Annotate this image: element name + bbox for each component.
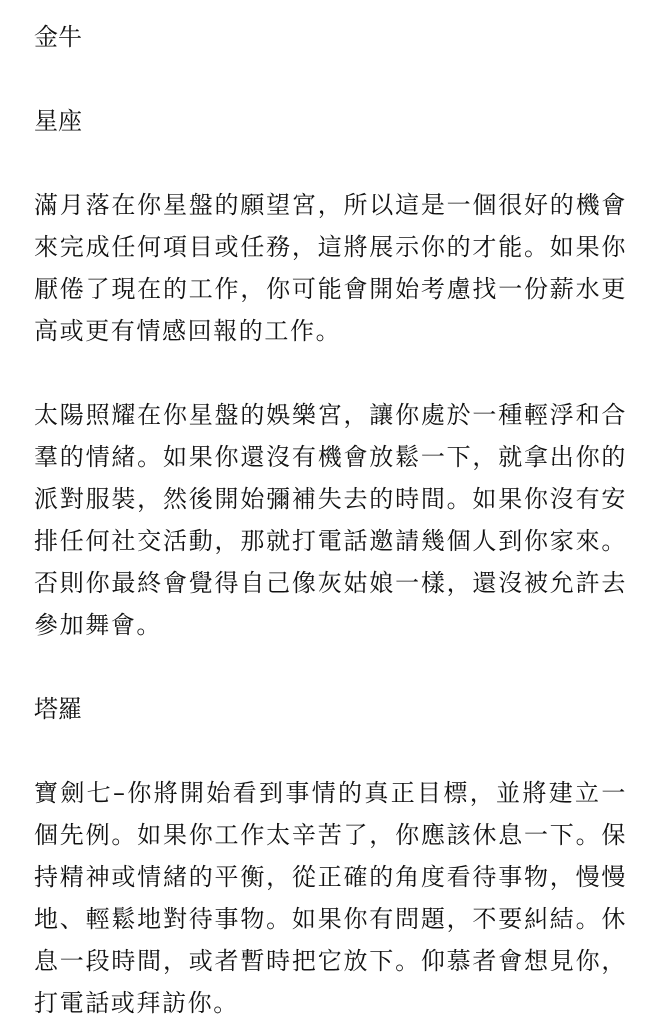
spacer [34,142,627,184]
horoscope-section-heading: 星座 [34,107,82,135]
spacer [34,58,627,100]
horoscope-paragraph-1: 滿月落在你星盤的願望宮，所以這是一個很好的機會來完成任何項目或任務，這將展示你的才能。如果你厭倦了現在的工作，你可能會開始考慮找一份薪水更高或更有情感回報的工作。 [34,191,627,345]
sign-title: 金牛 [34,23,82,51]
tarot-paragraph: 寶劍七–你將開始看到事情的真正目標，並將建立一個先例。如果你工作太辛苦了，你應該休息一下。保持精神或情緒的平衡，從正確的角度看待事物，慢慢地、輕鬆地對待事物。如果你有問題，不要糾結。休息一段時間，或者暫時把它放下。仰慕者會想見你，打電話或拜訪你。 [34,779,627,1017]
spacer [34,352,627,394]
tarot-section-heading: 塔羅 [34,695,82,723]
spacer [34,646,627,688]
horoscope-paragraph-2: 太陽照耀在你星盤的娛樂宮，讓你處於一種輕浮和合羣的情緒。如果你還沒有機會放鬆一下，就拿出你的派對服裝，然後開始彌補失去的時間。如果你沒有安排任何社交活動，那就打電話邀請幾個人到你家來。否則你最終會覺得自己像灰姑娘一樣，還沒被允許去參加舞會。 [34,401,627,639]
spacer [34,730,627,772]
